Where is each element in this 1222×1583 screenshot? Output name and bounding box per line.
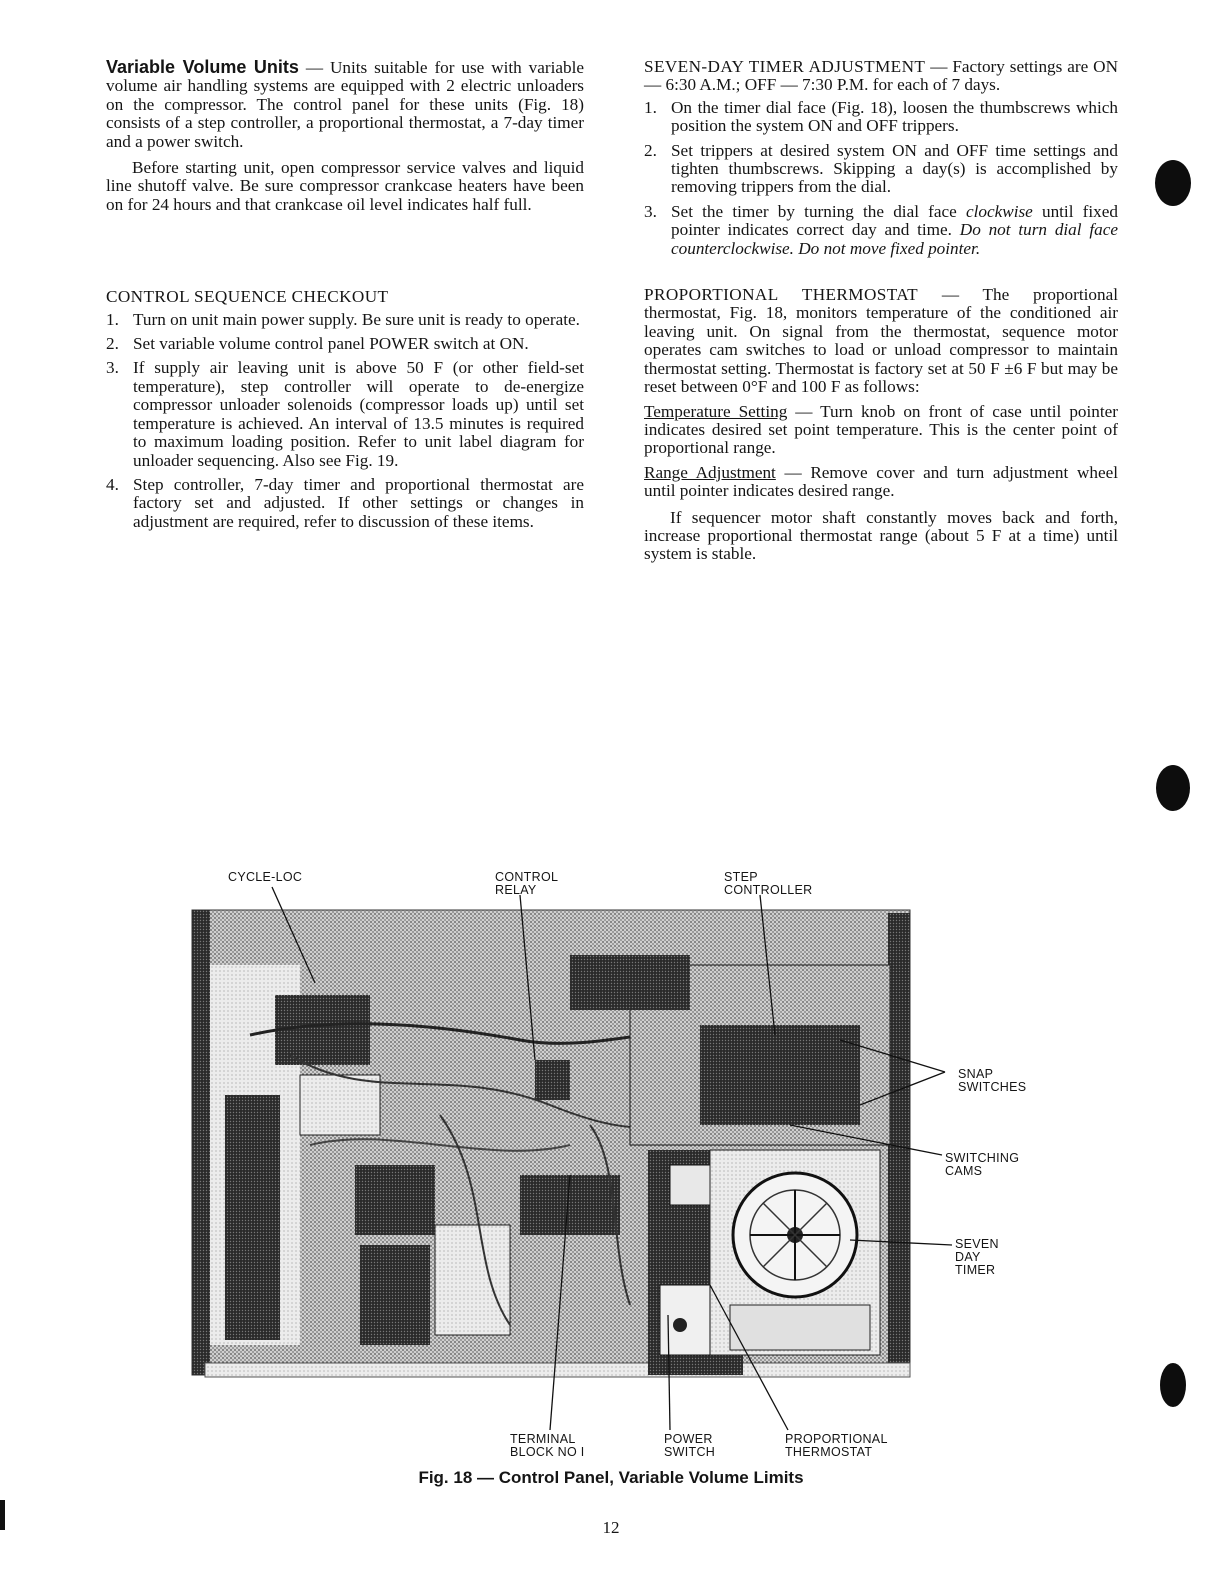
control-panel-figure	[190, 865, 1050, 1465]
timer-steps	[644, 99, 1118, 258]
binding-hole-mark	[1155, 160, 1191, 206]
callout-seven-day-timer: SEVEN DAY TIMER	[955, 1237, 999, 1277]
checkout-step: 3. If supply air leaving unit is above 50 F (or other field-set temperature), step controller will operate to de-energize compressor unloader solenoids (compressor loads up) until set temperature is achieved. An interval of 13.5 minutes is required to maximum loading position. Refer to unit label diagram for unloader sequencing. Also see Fig. 19.	[106, 358, 584, 470]
right-column	[644, 58, 1118, 564]
callout-control-relay: CONTROL RELAY	[495, 870, 559, 897]
callout-switching-cams: SWITCHING CAMS	[945, 1151, 1020, 1178]
callout-proportional-thermostat: PROPORTIONAL THERMOSTAT	[785, 1432, 888, 1459]
callout-power-switch: POWER SWITCH	[664, 1432, 716, 1459]
callout-terminal-block: TERMINAL BLOCK NO I	[510, 1432, 585, 1459]
spacer	[106, 214, 584, 288]
thermostat-title: PROPORTIONAL THERMOSTAT	[644, 285, 919, 305]
timer-intro: SEVEN-DAY TIMER ADJUSTMENT — Factory settings are ON — 6:30 A.M.; OFF — 7:30 P.M. for each of 7 days.	[644, 57, 1118, 95]
range-adjustment-label: Range Adjustment	[644, 462, 776, 482]
variable-volume-title: Variable Volume Units	[106, 57, 299, 77]
checkout-steps	[106, 311, 584, 531]
variable-volume-body: Units suitable for use with variable volume air handling systems are equipped with 2 electric unloaders on the compressor. The control panel for these units (Fig. 18) consists of a step controller, a proportional thermostat, a 7-day timer and a power switch.	[106, 58, 585, 151]
checkout-step: 4. Step controller, 7-day timer and proportional thermostat are factory set and adjusted. If other settings or changes in adjustment are required, refer to discussion of these items.	[106, 474, 584, 531]
before-starting-paragraph: Before starting unit, open compressor service valves and liquid line shutoff valve. Be sure compressor crankcase heaters have been on for 24 hours and that crankcase oil level indicates half full.	[106, 158, 584, 214]
left-column	[106, 58, 584, 537]
sequencer-paragraph: If sequencer motor shaft constantly moves back and forth, increase proportional thermostat range (about 5 F at a time) until system is stable.	[644, 507, 1118, 564]
timer-step: 2. Set trippers at desired system ON and OFF time settings and tighten thumbscrews. Skipping a day(s) is accomplished by removing trippers from the dial.	[644, 140, 1118, 197]
timer-step: 3. Set the timer by turning the dial face clockwise until fixed pointer indicates correct day and time. Do not turn dial face counterclockwise. Do not move fixed pointer.	[644, 201, 1118, 258]
timer-step: 1. On the timer dial face (Fig. 18), loosen the thumbscrews which position the system ON and OFF trippers.	[644, 97, 1118, 136]
checkout-step: 1. Turn on unit main power supply. Be sure unit is ready to operate.	[106, 309, 580, 329]
variable-volume-paragraph: Variable Volume Units — Units suitable for use with variable volume air handling systems are equipped with 2 electric unloaders on the compressor. The control panel for these units (Fig. 18) consists of a step controller, a proportional thermostat, a 7-day timer and a power switch.	[106, 57, 585, 151]
thermostat-paragraph: PROPORTIONAL THERMOSTAT — The proportional thermostat, Fig. 18, monitors temperature of the conditioned air leaving unit. On signal from the thermostat, sequence motor operates cam switches to load or unload compressor to maintain thermostat setting. Thermostat is factory set at 50 F ±6 F but may be reset between 0°F and 100 F as follows:	[644, 285, 1118, 397]
range-adjustment-paragraph: Range Adjustment — Remove cover and turn adjustment wheel until pointer indicates desired range.	[644, 462, 1118, 501]
temperature-setting-label: Temperature Setting	[644, 401, 788, 421]
binding-hole-mark	[1160, 1363, 1186, 1407]
checkout-title: CONTROL SEQUENCE CHECKOUT	[106, 287, 389, 307]
spacer	[644, 264, 1118, 286]
control-panel-photo	[190, 865, 1050, 1465]
callout-snap-switches: SNAP SWITCHES	[958, 1067, 1027, 1094]
figure-caption: Fig. 18 — Control Panel, Variable Volume Limits	[418, 1468, 804, 1487]
page-number: 12	[602, 1518, 620, 1537]
binding-hole-mark	[1156, 765, 1190, 811]
temperature-setting-paragraph: Temperature Setting — Turn knob on front of case until pointer indicates desired set point temperature. This is the center point of proportional range.	[644, 401, 1118, 458]
timer-title: SEVEN-DAY TIMER ADJUSTMENT	[644, 57, 926, 76]
callout-step-controller: STEP CONTROLLER	[724, 870, 813, 897]
callout-cycle-loc: CYCLE-LOC	[228, 870, 303, 884]
checkout-step: 2. Set variable volume control panel POWER switch at ON.	[106, 334, 529, 354]
